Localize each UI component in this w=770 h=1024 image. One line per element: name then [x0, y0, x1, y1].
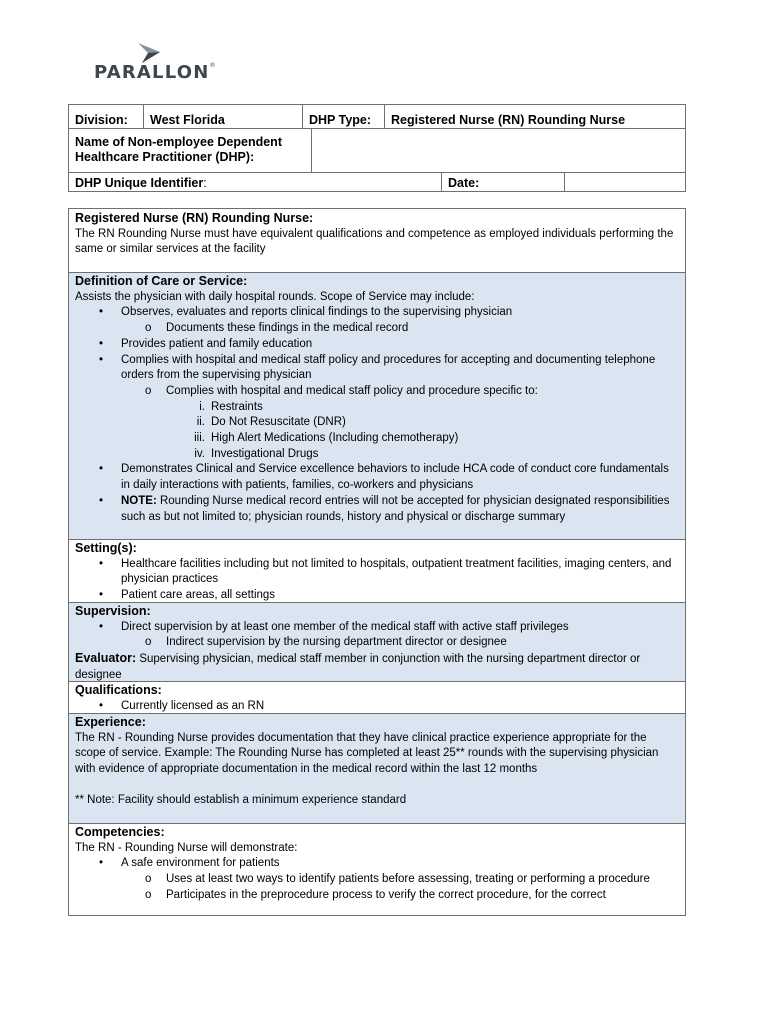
- list-item: [75, 856, 679, 872]
- list-item-text: Uses at least two ways to identify patients before assessing, treating or performing a procedure: [166, 873, 650, 886]
- list-item: [75, 557, 679, 588]
- competencies-section: [69, 823, 685, 916]
- experience-note: ** Note: Facility should establish a minimum experience standard: [75, 793, 407, 806]
- list-item: [75, 321, 679, 337]
- definition-lead: Assists the physician with daily hospital rounds. Scope of Service may include:: [75, 290, 475, 303]
- supervision-title: Supervision:: [75, 604, 151, 618]
- identifier-colon: :: [203, 176, 207, 190]
- evaluator-text: Supervising physician, medical staff member in conjunction with the nursing department director or designee: [75, 653, 641, 681]
- bullet-marker: •: [99, 699, 104, 712]
- list-item: [75, 462, 679, 493]
- list-item-text: Direct supervision by at least one member of the medical staff with active staff privileges: [121, 620, 569, 633]
- header-table: [68, 104, 686, 191]
- bullet-marker: •: [99, 353, 104, 366]
- list-item-text: Indirect supervision by the nursing department director or designee: [166, 636, 507, 649]
- list-item-text: Complies with hospital and medical staff policy and procedure specific to:: [166, 384, 538, 397]
- evaluator-label: Evaluator:: [75, 651, 137, 666]
- registered-mark: ®: [209, 62, 217, 69]
- list-item-text: Investigational Drugs: [211, 447, 319, 460]
- division-value[interactable]: West Florida: [143, 104, 303, 129]
- list-item-text: Participates in the preprocedure process to verify the correct procedure, for the correct: [166, 888, 606, 901]
- list-item-text: Complies with hospital and medical staff policy and procedures for accepting and documenting telephone orders from the supervising physician: [121, 353, 656, 382]
- sub-marker: o: [145, 322, 152, 335]
- supervision-section: [69, 602, 685, 681]
- parallon-arrow-icon: [136, 42, 164, 64]
- experience-text: The RN - Rounding Nurse provides documentation that they have clinical practice experience appropriate for the scope of service. Example: The Rounding Nurse has completed at least 25** rounds with the supervising physician with evidence of appropriate documentation in the medical record within the last 12 months: [75, 731, 659, 776]
- description-table: [68, 208, 686, 916]
- settings-title: Setting(s):: [75, 541, 137, 555]
- roman-marker: ii.: [196, 416, 205, 429]
- list-item: [75, 305, 679, 321]
- experience-section: [69, 713, 685, 823]
- dhp-name-label: [68, 128, 312, 173]
- dhp-name-label-line2: Healthcare Practitioner (DHP):: [75, 150, 255, 164]
- dhp-name-label-line1: Name of Non-employee Dependent: [75, 135, 282, 149]
- dhp-name-field[interactable]: [311, 128, 686, 173]
- brand-name: PARALLON: [94, 62, 210, 83]
- bullet-marker: •: [99, 463, 104, 476]
- intro-text: The RN Rounding Nurse must have equivalent qualifications and competence as employed individuals performing the same or similar services at the facility: [75, 227, 674, 256]
- sub-marker: o: [145, 873, 152, 886]
- bullet-marker: •: [99, 589, 104, 602]
- sub-marker: o: [145, 636, 152, 649]
- competencies-title: Competencies:: [75, 825, 165, 839]
- spacer: [75, 778, 679, 793]
- bullet-marker: •: [99, 557, 104, 570]
- list-item-text: Healthcare facilities including but not limited to hospitals, outpatient treatment facilities, imaging centers, and physician practices: [121, 557, 672, 586]
- list-item: [75, 400, 679, 416]
- division-label: Division:: [68, 104, 144, 129]
- sub-marker: o: [145, 384, 152, 397]
- list-item-text: Observes, evaluates and reports clinical findings to the supervising physician: [121, 306, 513, 319]
- list-item-text: High Alert Medications (Including chemotherapy): [211, 432, 459, 445]
- qualifications-title: Qualifications:: [75, 683, 162, 697]
- list-item-text: Demonstrates Clinical and Service excellence behaviors to include HCA code of conduct core fundamentals in daily interactions with patients, families, co-workers and physicians: [121, 463, 669, 492]
- intro-title: Registered Nurse (RN) Rounding Nurse:: [75, 211, 314, 225]
- date-field[interactable]: [564, 172, 686, 192]
- list-item-text: Rounding Nurse medical record entries will not be accepted for physician designated responsibilities such as but not limited to; physician rounds, history and physical or discharge summary: [121, 494, 670, 523]
- roman-marker: iii.: [194, 432, 205, 445]
- experience-title: Experience:: [75, 715, 146, 729]
- definition-section: [69, 272, 685, 539]
- dhp-type-value[interactable]: Registered Nurse (RN) Rounding Nurse: [384, 104, 686, 129]
- dhp-type-label: DHP Type:: [302, 104, 385, 129]
- settings-section: [69, 539, 685, 602]
- list-item: [75, 620, 679, 636]
- list-item-text: Do Not Resuscitate (DNR): [211, 416, 346, 429]
- list-item: [75, 431, 679, 447]
- identifier-label-text: DHP Unique Identifier: [75, 176, 204, 190]
- intro-section: [69, 209, 685, 272]
- list-item-text: Documents these findings in the medical record: [166, 322, 409, 335]
- roman-marker: iv.: [194, 447, 205, 460]
- list-item-text: A safe environment for patients: [121, 857, 280, 870]
- bullet-marker: •: [99, 306, 104, 319]
- bullet-marker: •: [99, 494, 104, 507]
- list-item-text: Patient care areas, all settings: [121, 589, 276, 602]
- note-label: NOTE:: [121, 494, 157, 507]
- list-item: [75, 447, 679, 463]
- bullet-marker: •: [99, 857, 104, 870]
- parallon-logo: [94, 42, 224, 86]
- list-item: [75, 888, 679, 904]
- competencies-lead: The RN - Rounding Nurse will demonstrate:: [75, 841, 298, 854]
- bullet-marker: •: [99, 620, 104, 633]
- list-item: [75, 872, 679, 888]
- bullet-marker: •: [99, 337, 104, 350]
- evaluator-line: [75, 651, 679, 683]
- sub-marker: o: [145, 888, 152, 901]
- list-item: [75, 337, 679, 353]
- date-label: Date:: [441, 172, 565, 192]
- list-item-text: Restraints: [211, 400, 263, 413]
- identifier-label: [68, 172, 442, 192]
- list-item: [75, 384, 679, 400]
- list-item-text: Currently licensed as an RN: [121, 699, 265, 712]
- list-item: [75, 635, 679, 651]
- list-item: [75, 415, 679, 431]
- list-item: [75, 353, 679, 384]
- list-item-text: Provides patient and family education: [121, 337, 313, 350]
- qualifications-section: [69, 681, 685, 713]
- list-item: [75, 494, 679, 525]
- definition-title: Definition of Care or Service:: [75, 274, 248, 288]
- roman-marker: i.: [199, 400, 205, 413]
